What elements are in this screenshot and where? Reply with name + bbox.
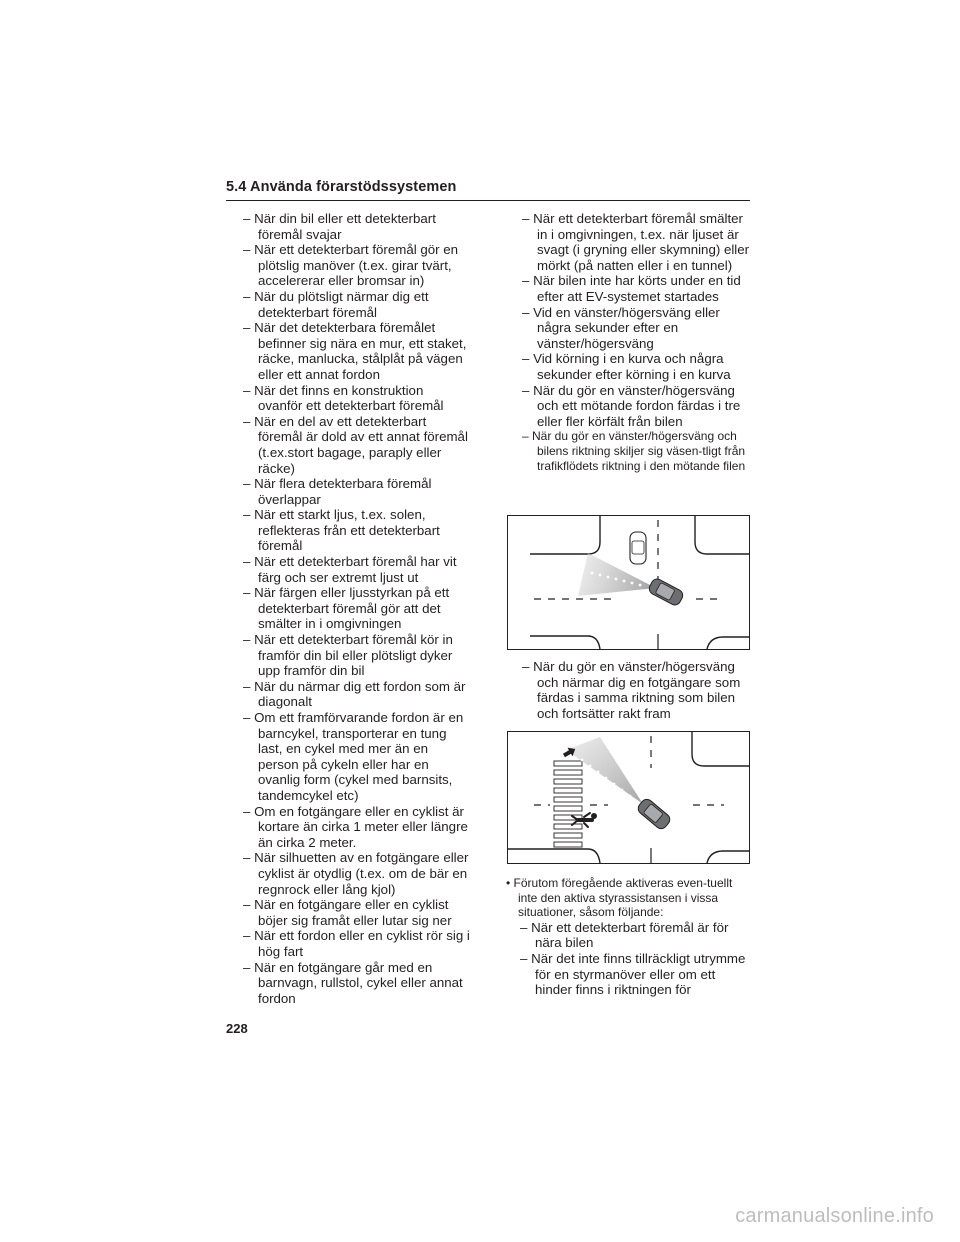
list-item: – När ett detekterbart föremål smälter in i omgivningen, t.ex. när ljuset är svagt (i gryning eller skymning) eller mörkt (på natten eller i en tunnel)	[522, 211, 750, 273]
left-turn-oncoming-vehicle-illustration	[507, 515, 750, 650]
list-item: – När ett fordon eller en cyklist rör sig i hög fart	[243, 928, 470, 959]
left-turn-pedestrian-crossing-illustration	[507, 731, 750, 864]
watermark: carmanualsonline.info	[735, 1205, 934, 1227]
list-item: – När du gör en vänster/högersväng och ett mötande fordon färdas i tre eller fler körfält från bilen	[522, 382, 741, 429]
list-item: – När ett starkt ljus, t.ex. solen, reflekteras från ett detekterbart föremål	[243, 507, 440, 554]
crosswalk-diagram	[508, 732, 749, 863]
page-number: 228	[226, 1021, 248, 1036]
list-item: – När det finns en konstruktion ovanför ett detekterbart föremål	[243, 382, 444, 414]
section-title: 5.4 Använda förarstödssystemen	[226, 179, 457, 195]
list-item: – När du plötsligt närmar dig ett detekterbart föremål	[243, 288, 429, 320]
list-item: – När ett detekterbart föremål är för nära bilen	[520, 919, 729, 951]
left-column	[243, 211, 471, 1006]
list-item: – När ett detekterbart föremål kör in framför din bil eller plötsligt dyker upp framför din bil	[243, 632, 453, 679]
list-item: – När en del av ett detekterbart föremål är dold av ett annat föremål (t.ex.stort bagage, paraply eller räcke)	[243, 413, 468, 476]
list-item: – När silhuetten av en fotgängare eller cyklist är otydlig (t.ex. om de bär en regnrock eller lång kjol)	[243, 850, 469, 897]
list-item: – När ett detekterbart föremål har vit färg och ser extremt ljust ut	[243, 554, 457, 585]
list-item: – När du gör en vänster/högersväng och bilens riktning skiljer sig väsen-tligt från trafikflödets riktning i den mötande filen	[522, 429, 746, 473]
list-item: – Vid en vänster/högersväng eller några sekunder efter en vänster/högersväng	[522, 304, 720, 351]
list-item: – När en fotgängare går med en barnvagn, rullstol, cykel eller annat fordon	[243, 959, 463, 1006]
bullet-sub-list	[506, 920, 750, 998]
list-item: – Vid körning i en kurva och några sekunder efter körning i en kurva	[522, 351, 731, 382]
list-item: – När du närmar dig ett fordon som är diagonalt	[243, 678, 466, 710]
list-item: – När ett detekterbart föremål gör en plötslig manöver (t.ex. girar tvärt, accelererar eller bromsar in)	[243, 242, 459, 289]
list-item: – När du gör en vänster/högersväng och närmar dig en fotgängare som färdas i samma riktning som bilen och fortsätter rakt fram	[522, 659, 741, 721]
list-item: – När en fotgängare eller en cyklist böjer sig framåt eller lutar sig ner	[243, 897, 452, 928]
list-item: – När färgen eller ljusstyrkan på ett detekterbart föremål gör att det smälter in i omgivningen	[243, 585, 450, 632]
right-column-top	[522, 211, 750, 473]
header-divider	[226, 200, 750, 201]
list-item: – Om en fotgängare eller en cyklist är kortare än cirka 1 meter eller längre än cirka 2 meter.	[243, 803, 468, 850]
list-item: – När flera detekterbara föremål överlappar	[243, 476, 432, 507]
list-item: – När det detekterbara föremålet befinner sig nära en mur, ett staket, räcke, manlucka, stålplåt på vägen eller ett annat fordon	[243, 320, 467, 382]
intersection-diagram	[508, 516, 749, 649]
list-item: – När bilen inte har körts under en tid efter att EV-systemet startades	[522, 273, 741, 304]
list-item: – När det inte finns tillräckligt utrymme för en styrmanöver eller om ett hinder finns i riktningen för	[520, 950, 746, 998]
bullet-item: • Förutom föregående aktiveras even-tuellt inte den aktiva styrassistansen i vissa situationer, såsom följande:	[506, 876, 733, 920]
list-item: – Om ett framförvarande fordon är en barncykel, transporterar en tung last, en cykel med mer än en person på cykeln eller har en ovanlig form (cykel med barnsits, tandemcykel etc)	[243, 710, 464, 803]
right-column-bullet	[506, 876, 750, 998]
right-column-mid	[522, 659, 750, 721]
list-item: – När din bil eller ett detekterbart föremål svajar	[243, 211, 436, 242]
